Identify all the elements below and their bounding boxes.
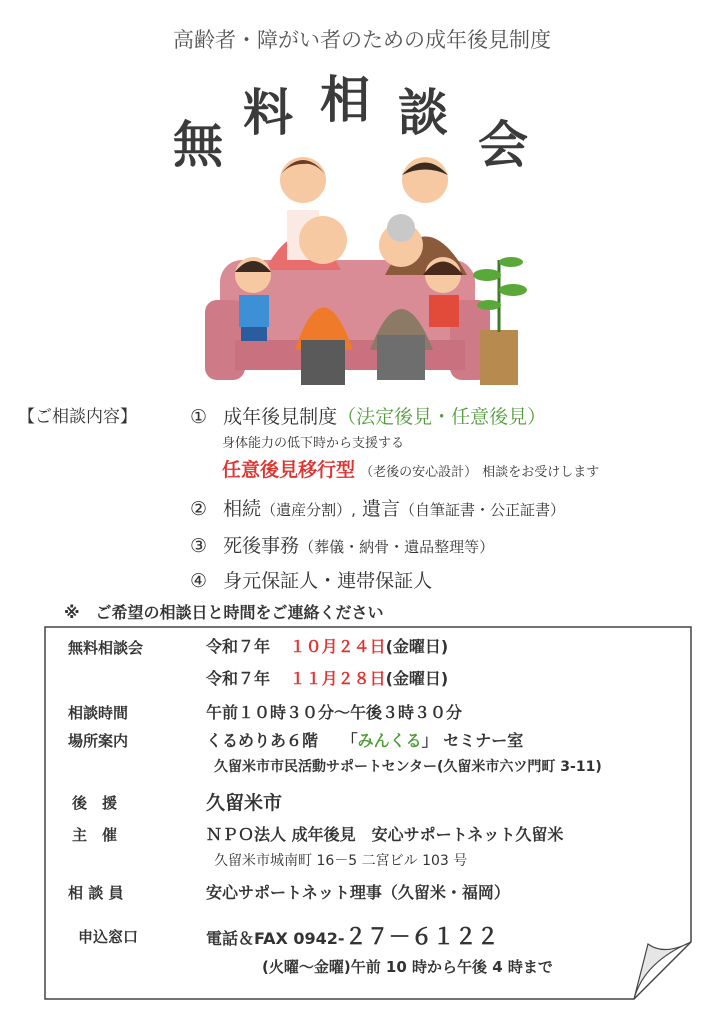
apply-label: 申込窓口 [78,928,139,946]
item-main: 身元保証人・連帯保証人 [223,570,433,592]
item1-tail: 相談をお受けします [482,465,600,480]
apply-prefix: 電話＆FAX 0942- [206,929,345,948]
apply-phone [206,920,499,951]
place-quote-close: 」 [421,731,438,750]
consult-item-3 [190,531,494,558]
date2 [206,666,448,689]
item1-plan [222,455,599,482]
consult-item-4 [190,566,432,593]
time-label: 相談時間 [68,704,129,722]
item-main2: 遺言 [361,498,400,520]
consult-label: 【ご相談内容】 [18,407,137,427]
date1-prefix: 令和７年 [206,637,271,656]
item-number: ① [190,406,208,428]
date1 [206,634,448,657]
host-address: 久留米市城南町 16－5 二宮ビル 103 号 [214,853,468,869]
host-value: ＮＰＯ法人 成年後見 安心サポートネット久留米 [206,825,564,844]
consult-item-1 [190,402,546,429]
title-char: 談 [398,84,448,142]
date2-day: (金曜日) [385,669,449,688]
subtitle: 高齢者・障がい者のための成年後見制度 [173,28,551,52]
staff-value: 安心サポートネット理事（久留米・福岡） [206,883,510,902]
item-sub: （葬儀・納骨・遺品整理等） [299,538,495,556]
place-value [206,728,523,751]
place-green: みんくる [357,731,422,750]
free-label: 無料相談会 [68,639,144,657]
place-quote-open: 「 [341,731,358,750]
notice: ※ ご希望の相談日と時間をご連絡ください [64,603,384,622]
item-paren: （法定後見・任意後見） [337,406,547,428]
title-char: 会 [478,116,528,174]
host-label: 主 催 [72,826,118,844]
item1-red: 任意後見移行型 [222,459,356,481]
title-char: 無 [173,116,223,174]
apply-number: ２７－６１２２ [344,925,499,950]
item1-small: （老後の安心設計） [360,465,478,480]
family-illustration [205,150,535,395]
consult-item-2 [190,494,565,521]
item-number: ② [190,498,208,520]
item-number: ③ [190,535,208,557]
date1-day: (金曜日) [385,637,449,656]
title-char: 料 [243,84,293,142]
date1-red: １０月２４日 [289,637,386,656]
item-sub2: （自筆証書・公正証書） [399,501,565,519]
item-main: 相続 [223,498,262,520]
item-sub: （遺産分割）, [261,501,356,519]
date2-red: １１月２８日 [289,669,386,688]
item-main: 成年後見制度 [223,406,338,428]
support-label: 後 援 [72,794,118,812]
item-number: ④ [190,570,208,592]
support-value: 久留米市 [206,792,283,814]
apply-hours: (火曜～金曜)午前 10 時から午後 4 時まで [262,958,553,976]
place-sub: 久留米市市民活動サポートセンター(久留米市六ツ門町 3-11) [214,759,602,775]
item1-note: 身体能力の低下時から支援する [222,436,405,451]
title-char: 相 [320,71,370,129]
item-main: 死後事務 [223,535,300,557]
staff-label: 相 談 員 [68,884,124,902]
date2-prefix: 令和７年 [206,669,271,688]
place-value2: セミナー室 [443,731,524,750]
place-value1: くるめりあ６階 [206,731,319,750]
place-label: 場所案内 [68,732,129,750]
time-value: 午前１０時３０分～午後３時３０分 [206,703,463,722]
